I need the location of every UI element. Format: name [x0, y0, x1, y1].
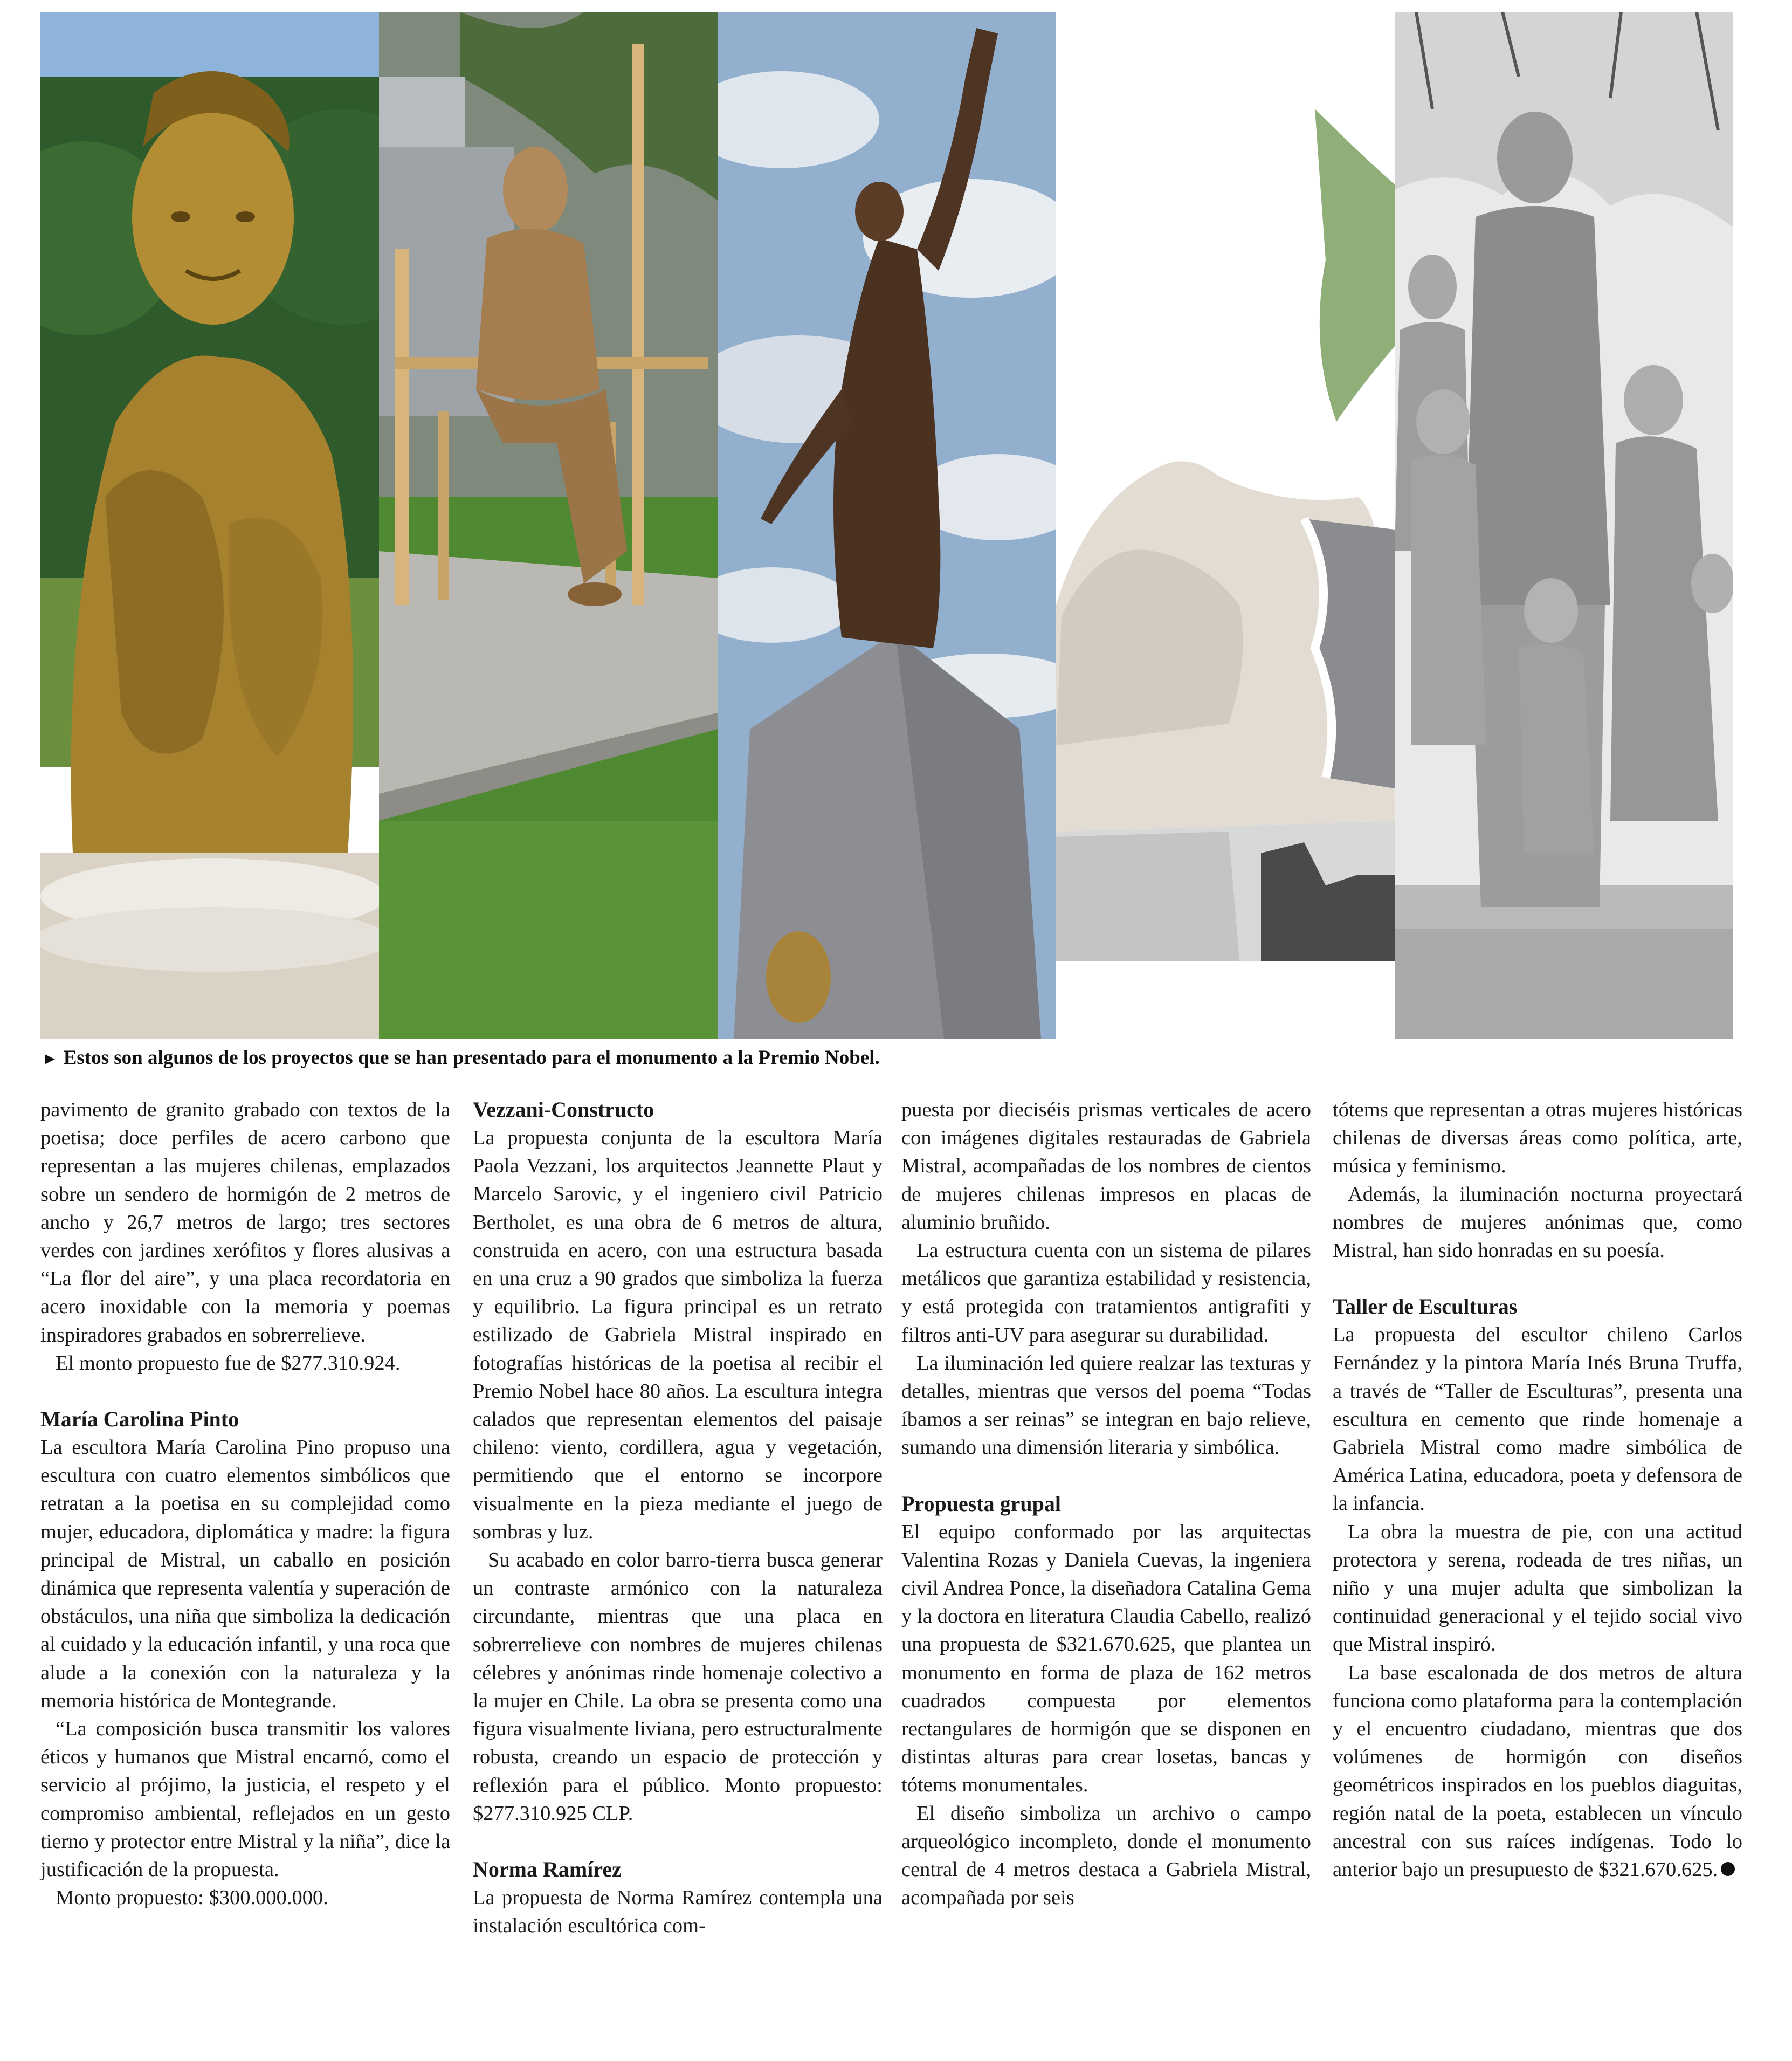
- paragraph: La propuesta conjunta de la escultora María Paola Vezzani, los arquitectos Jeannette Plaut y Marcelo Sarovic, y el ingeniero civil Patricio Bertholet, es una obra de 6 metros de altura, construida en acero, con una estructura basada en una cruz a 90 grados que simboliza la fuerza y equilibrio. La figura principal es un retrato estilizado de Gabriela Mistral inspirado en fotografías históricas de la poetisa al recibir el Premio Nobel hace 80 años. La escultura integra calados que representan elementos del paisaje chileno: viento, cordillera, agua y vegetación, permitiendo que el entorno se incorpore visualmente en la pieza mediante el juego de sombras y luz.: [473, 1126, 883, 1543]
- end-of-article-mark: [1721, 1862, 1735, 1876]
- paragraph: puesta por dieciséis prismas verticales de acero con imágenes digitales restauradas de Gabriela Mistral, acompañadas de los nombres de cientos de mujeres chilenas impresos en placas de aluminio bruñido.: [901, 1098, 1311, 1234]
- paragraph: tótems que representan a otras mujeres históricas chilenas de diversas áreas como política, arte, música y feminismo.: [1333, 1098, 1742, 1178]
- paragraph: Su acabado en color barro-tierra busca generar un contraste armónico con la naturaleza circundante, mientras que una placa en sobrerrelieve con nombres de mujeres chilenas célebres y anónimas rinde homenaje colectivo a la mujer en Chile. La obra se presenta como una figura visualmente liviana, pero estructuralmente robusta, creando un espacio de protección y reflexión para el público. Monto propuesto: $277.310.925 CLP.: [473, 1549, 883, 1825]
- caption-text: Estos son algunos de los proyectos que se han presentado para el monumento a la Premio Nobel.: [63, 1047, 880, 1069]
- section-heading: Vezzani-Constructo: [473, 1097, 654, 1122]
- text-column-4: [1333, 1096, 1742, 1884]
- paragraph: El diseño simboliza un archivo o campo arqueológico incompleto, donde el monumento central de 4 metros destaca a Gabriela Mistral, acompañada por seis: [901, 1802, 1311, 1909]
- section-heading: Propuesta grupal: [901, 1491, 1061, 1516]
- paragraph: El monto propuesto fue de $277.310.924.: [56, 1351, 401, 1375]
- section-heading: Norma Ramírez: [473, 1857, 622, 1882]
- text-column-1: [40, 1096, 450, 1912]
- photo-panel-stone-profile: [1056, 12, 1395, 1039]
- photo-panel-raised-arm-figure: [718, 12, 1056, 1039]
- photo-panel-seated-figure: [379, 12, 718, 1039]
- text-column-3: [901, 1096, 1311, 1912]
- paragraph: Monto propuesto: $300.000.000.: [56, 1886, 328, 1909]
- paragraph: La estructura cuenta con un sistema de pilares metálicos que garantiza estabilidad y resistencia, y está protegida con tratamientos antigrafiti y filtros anti-UV para asegurar su durabilidad.: [901, 1239, 1311, 1346]
- paragraph: “La composición busca transmitir los valores éticos y humanos que Mistral encarnó, como el servicio al prójimo, la justicia, el respeto y el compromiso ambiental, reflejados en un gesto tierno y protector entre Mistral y la niña”, dice la justificación de la propuesta.: [40, 1718, 450, 1881]
- paragraph-text: La base escalonada de dos metros de altura funciona como plataforma para la contemplación y el encuentro ciudadano, mientras que dos volúmenes de hormigón con diseños geométricos inspirados en los pueblos diaguitas, región natal de la poeta, establecen un vínculo ancestral con sus raíces indígenas. Todo lo anterior bajo un presupuesto de $321.670.625.: [1333, 1661, 1742, 1881]
- paragraph: La propuesta del escultor chileno Carlos Fernández y la pintora María Inés Bruna Truffa, a través de “Taller de Esculturas”, presenta una escultura en cemento que rinde homenaje a Gabriela Mistral como madre simbólica de América Latina, educadora, poeta y defensora de la infancia.: [1333, 1323, 1742, 1515]
- photo-caption: [42, 1045, 1735, 1072]
- text-column-2: [473, 1096, 883, 1940]
- paragraph: La iluminación led quiere realzar las texturas y detalles, mientras que versos del poema “Todas íbamos a ser reinas” se integran en bajo relieve, sumando una dimensión literaria y simbólica.: [901, 1351, 1311, 1459]
- section-heading: Taller de Esculturas: [1333, 1294, 1518, 1319]
- section-heading: María Carolina Pinto: [40, 1407, 239, 1432]
- paragraph: La propuesta de Norma Ramírez contempla una instalación escultórica com-: [473, 1886, 883, 1938]
- photo-panel-golden-bust: [40, 12, 379, 1039]
- paragraph: La escultora María Carolina Pino propuso una escultura con cuatro elementos simbólicos que retratan a la poetisa en su complejidad como mujer, educadora, diplomática y madre: la figura principal de Mistral, un caballo en posición dinámica que representa valentía y superación de obstáculos, una niña que simboliza la dedicación al cuidado y la educación infantil, y una roca que alude a la conexión con la naturaleza y la memoria histórica de Montegrande.: [40, 1436, 450, 1712]
- paragraph: pavimento de granito grabado con textos de la poetisa; doce perfiles de acero carbono que representan a las mujeres chilenas, emplazados sobre un sendero de hormigón de 2 metros de ancho y 26,7 metros de largo; tres sectores verdes con jardines xerófitos y flores alusivas a “La flor del aire”, y una placa recordatoria en acero inoxidable con la memoria y poemas inspiradores grabados en sobrerrelieve.: [40, 1098, 450, 1346]
- sculpture-photo-strip: [40, 12, 1733, 1039]
- photo-panel-statue-group: [1395, 12, 1733, 1039]
- caption-marker: ►: [42, 1050, 58, 1068]
- paragraph: Además, la iluminación nocturna proyectará nombres de mujeres anónimas que, como Mistral, han sido honradas en su poesía.: [1333, 1183, 1742, 1262]
- paragraph: El equipo conformado por las arquitectas Valentina Rozas y Daniela Cuevas, la ingeniera civil Andrea Ponce, la diseñadora Catalina Gema y la doctora en literatura Claudia Cabello, realizó una propuesta de $321.670.625, que plantea un monumento en forma de plaza de 162 metros cuadrados compuesta por elementos rectangulares de hormigón que se disponen en distintas alturas para crear losetas, bancas y tótems monumentales.: [901, 1520, 1311, 1797]
- paragraph-final: [1333, 1659, 1742, 1884]
- paragraph: La obra la muestra de pie, con una actitud protectora y serena, rodeada de tres niñas, un niño y una mujer adulta que simbolizan la continuidad generacional y el tejido social vivo que Mistral inspiró.: [1333, 1520, 1742, 1656]
